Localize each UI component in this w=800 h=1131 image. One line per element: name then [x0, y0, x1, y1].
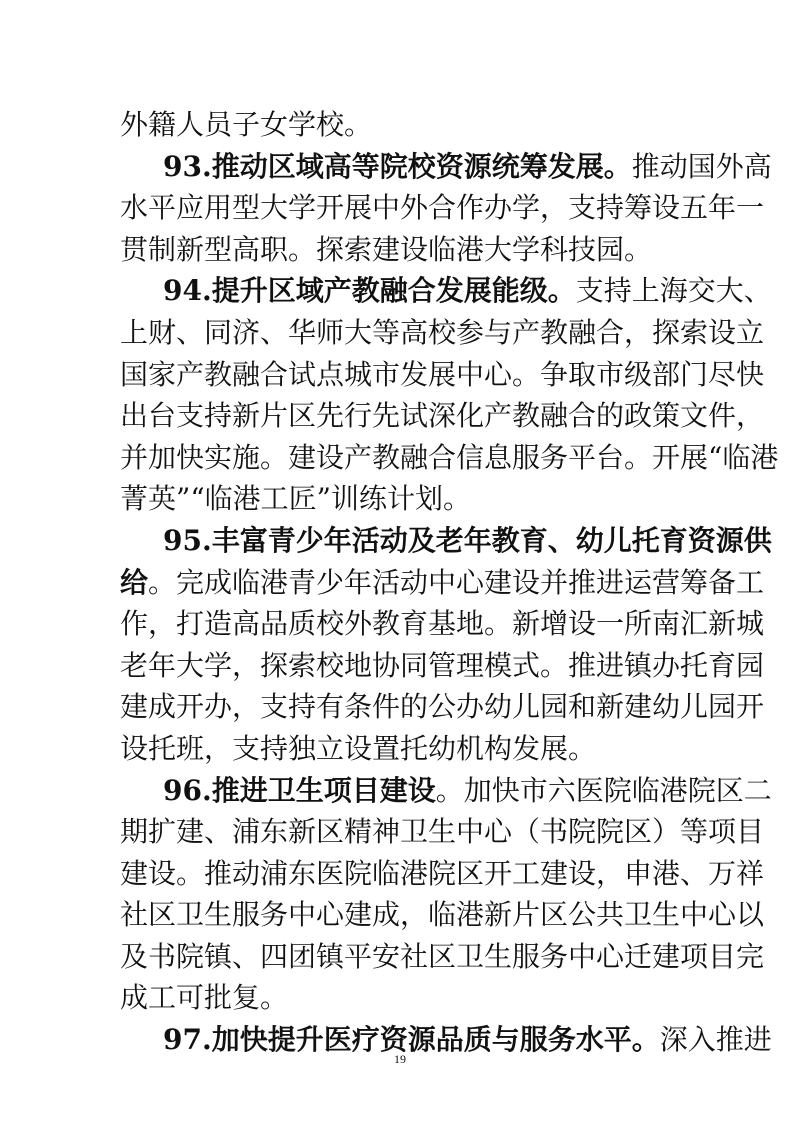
- body-text: 建设。推动浦东医院临港院区开工建设，申港、万祥: [120, 856, 765, 890]
- text-line: [120, 229, 682, 271]
- body-text: 期扩建、浦东新区精神卫生中心（书院院区）等项目: [120, 815, 765, 849]
- body-text: 及书院镇、四团镇平安社区卫生服务中心迁建项目完: [120, 939, 765, 973]
- text-line: [120, 187, 765, 229]
- body-text: 出台支持新片区先行先试深化产教融合的政策文件，: [120, 399, 765, 433]
- body-text: 国家产教融合试点城市发展中心。争取市级部门尽快: [120, 357, 765, 391]
- text-line: [120, 104, 682, 146]
- body-text: 社区卫生服务中心建成，临港新片区公共卫生中心以: [120, 898, 765, 932]
- section-heading: 96.推进卫生项目建设: [163, 773, 436, 807]
- text-line: [120, 520, 772, 562]
- text-line: [120, 437, 779, 479]
- text-line: [120, 354, 765, 396]
- page-number: 19: [394, 1052, 406, 1066]
- body-text: 成工可批复。: [120, 981, 289, 1015]
- body-text: 设托班，支持独立设置托幼机构发展。: [120, 731, 597, 765]
- text-line: [120, 603, 765, 645]
- text-line: [120, 728, 682, 770]
- body-text: 。加快市六医院临港院区二: [435, 773, 772, 807]
- text-line: [120, 270, 772, 312]
- text-line: [120, 936, 765, 978]
- body-text: 建成开办，支持有条件的公办幼儿园和新建幼儿园开: [120, 690, 765, 724]
- body-text: 支持上海交大、: [575, 274, 772, 308]
- text-line: [120, 645, 765, 687]
- text-line: [120, 312, 765, 354]
- text-line: [120, 395, 765, 437]
- body-text: 深入推进: [659, 1023, 772, 1057]
- section-heading: 97.加快提升医疗资源品质与服务水平。: [163, 1023, 660, 1057]
- text-line: [120, 977, 682, 1019]
- section-heading: 给: [120, 565, 149, 599]
- document-body: [120, 104, 779, 1061]
- text-line: [120, 686, 765, 728]
- text-line: [120, 770, 772, 812]
- body-text: 。完成临港青少年活动中心建设并推进运营筹备工: [148, 565, 765, 599]
- section-heading: 94.提升区域产教融合发展能级。: [163, 274, 576, 308]
- body-text: 贯制新型高职。探索建设临港大学科技园。: [120, 232, 653, 266]
- body-text: 并加快实施。建设产教融合信息服务平台。开展“临港: [120, 440, 779, 474]
- body-text: 外籍人员子女学校。: [120, 108, 373, 141]
- text-line: [120, 562, 765, 604]
- body-text: 推动国外高: [631, 149, 772, 183]
- body-text: 作，打造高品质校外教育基地。新增设一所南汇新城: [120, 607, 765, 641]
- body-text: 菁英”“临港工匠”训练计划。: [120, 482, 471, 516]
- text-line: [120, 146, 772, 188]
- text-line: [120, 894, 765, 936]
- body-text: 上财、同济、华师大等高校参与产教融合，探索设立: [120, 315, 765, 349]
- text-line: [120, 853, 765, 895]
- section-heading: 95.丰富青少年活动及老年教育、幼儿托育资源供: [163, 523, 772, 557]
- text-line: [120, 811, 765, 853]
- section-heading: 93.推动区域高等院校资源统筹发展。: [163, 149, 632, 183]
- body-text: 水平应用型大学开展中外合作办学，支持筹设五年一: [120, 191, 765, 225]
- body-text: 老年大学，探索校地协同管理模式。推进镇办托育园: [120, 648, 765, 682]
- text-line: [120, 478, 682, 520]
